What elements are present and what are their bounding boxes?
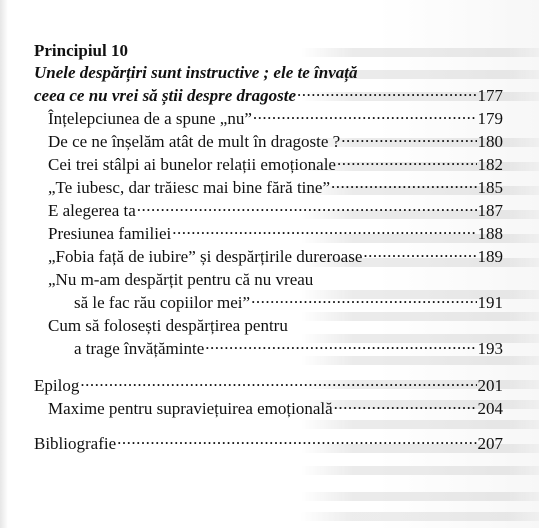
- toc-entry-page: 204: [477, 399, 503, 418]
- toc-entry-title: „Fobia față de iubire” și despărțirile dureroase: [48, 247, 363, 266]
- toc-entry-page: 188: [477, 224, 503, 243]
- toc-entry-title-line-2: să le fac rău copiilor mei”: [74, 293, 251, 312]
- dot-leader: [253, 107, 477, 124]
- chapter-subtitle-line-2: ceea ce nu vrei să știi despre dragoste: [34, 86, 297, 105]
- toc-entry: [34, 153, 503, 176]
- dot-leader: [297, 84, 476, 101]
- chapter-page-number: 177: [477, 86, 503, 105]
- toc-entry-title-line-2: a trage învățăminte: [74, 339, 205, 358]
- toc-entry: [34, 222, 503, 245]
- dot-leader: [117, 432, 476, 449]
- bibliography-title: Bibliografie: [34, 434, 117, 453]
- dot-leader: [341, 130, 476, 147]
- chapter-subtitle-line-1: Unele despărțiri sunt instructive ; ele te învață: [34, 63, 358, 82]
- toc-entry-page: 182: [477, 155, 503, 174]
- toc-entry-title: Maxime pentru supraviețuirea emoțională: [48, 399, 333, 418]
- dot-leader: [205, 337, 476, 354]
- toc-entry-page: 187: [477, 201, 503, 220]
- epilog-page: 201: [477, 376, 503, 395]
- toc-entry: [34, 337, 503, 360]
- dot-leader: [363, 245, 476, 262]
- table-of-contents: [34, 40, 503, 455]
- chapter-subtitle-row: [34, 84, 503, 107]
- toc-entry: [34, 130, 503, 153]
- toc-entry: [34, 245, 503, 268]
- dot-leader: [80, 374, 476, 391]
- dot-leader: [137, 199, 477, 216]
- toc-entry-title-line-1: Cum să folosești despărțirea pentru: [48, 316, 288, 335]
- dot-leader: [331, 176, 477, 193]
- page-spine-shadow: [0, 0, 8, 528]
- toc-entry-title: Cei trei stâlpi ai bunelor relații emoționale: [48, 155, 336, 174]
- section-gap: [34, 420, 503, 432]
- toc-entry: [34, 199, 503, 222]
- toc-entry-page: 191: [477, 293, 503, 312]
- toc-entry: [34, 291, 503, 314]
- epilog-entry: [34, 374, 503, 397]
- toc-entry-title: De ce ne înșelăm atât de mult în dragoste ?: [48, 132, 341, 151]
- section-gap: [34, 360, 503, 374]
- dot-leader: [334, 397, 477, 414]
- toc-entry-title-line-1: „Nu m-am despărțit pentru că nu vreau: [48, 270, 314, 289]
- toc-entry: [34, 107, 503, 130]
- dot-leader: [172, 222, 476, 239]
- toc-entry-page: 189: [477, 247, 503, 266]
- toc-entry-title: Înțelepciunea de a spune „nu”: [48, 109, 252, 128]
- dot-leader: [337, 153, 477, 170]
- chapter-heading: Principiul 10: [34, 41, 128, 60]
- toc-entry: [34, 397, 503, 420]
- toc-entry-page: 179: [477, 109, 503, 128]
- bibliography-entry: [34, 432, 503, 455]
- toc-entry: [34, 176, 503, 199]
- toc-entry-title: Presiunea familiei: [48, 224, 172, 243]
- toc-entry-page: 185: [477, 178, 503, 197]
- epilog-title: Epilog: [34, 376, 80, 395]
- toc-entry-title: „Te iubesc, dar trăiesc mai bine fără tine”: [48, 178, 330, 197]
- toc-entry-page: 180: [477, 132, 503, 151]
- toc-entry-title: E alegerea ta: [48, 201, 136, 220]
- dot-leader: [251, 291, 476, 308]
- bibliography-page: 207: [477, 434, 503, 453]
- toc-entry-page: 193: [477, 339, 503, 358]
